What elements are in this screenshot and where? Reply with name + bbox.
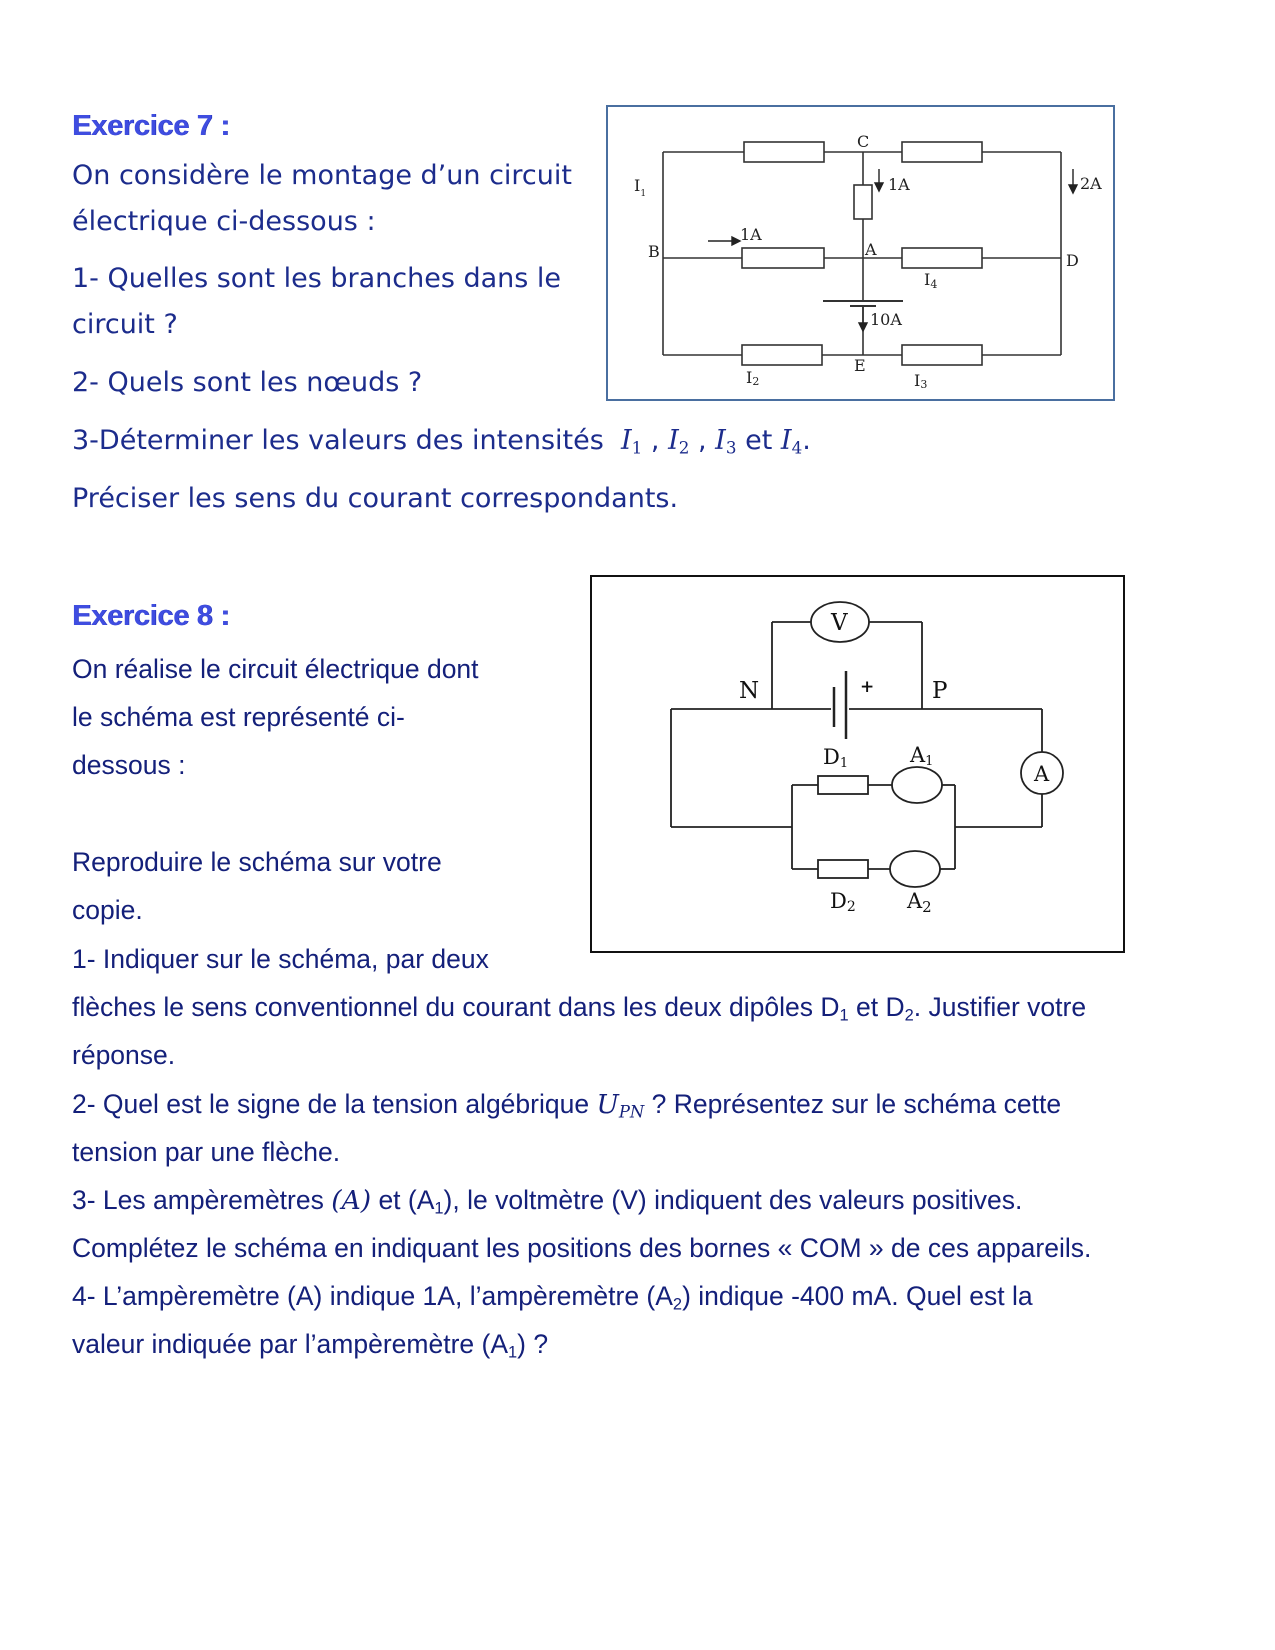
ex7-circuit-diagram xyxy=(606,105,1116,402)
node-e-label: E xyxy=(854,356,866,375)
ex8-line-5: copie. xyxy=(72,895,143,925)
current-i3-label: I3 xyxy=(914,371,928,391)
resistor-middle-left xyxy=(742,248,824,268)
current-1a-top-label: 1A xyxy=(888,175,910,194)
resistor-middle-right xyxy=(902,248,982,268)
ex8-line-6: 1- Indiquer sur le schéma, par deux xyxy=(72,944,489,974)
current-i4-label: I4 xyxy=(924,270,938,291)
dipole-d2 xyxy=(818,860,868,878)
node-c-label: C xyxy=(857,132,870,151)
resistor-bottom-left xyxy=(742,345,822,365)
a1-label: A1 xyxy=(910,743,934,769)
terminal-p-label: P xyxy=(932,678,948,704)
voltmeter-label: V xyxy=(831,610,848,636)
ex8-line-3: dessous : xyxy=(72,750,186,780)
i2-symbol: $I_2$ xyxy=(668,425,690,458)
ex7-question-2: 2- Quels sont les nœuds ? xyxy=(72,367,423,398)
ex8-line-13: 4- L’ampèremètre (A) indique 1A, l’ampèremètre $(A_2)$ indique -400 mA. Quel est la xyxy=(72,1281,1033,1314)
node-d-label: D xyxy=(1066,251,1079,270)
d1-label: D1 xyxy=(823,745,849,771)
battery-plus-label: + xyxy=(860,677,875,697)
ammeter-a1-symbol xyxy=(892,767,942,803)
ex8-line-12: Complétez le schéma en indiquant les positions des bornes « COM » de ces appareils. xyxy=(72,1233,1092,1263)
ex7-intro-line-1: On considère le montage d’un circuit xyxy=(72,160,572,191)
ex8-line-14: valeur indiquée par l’ampèremètre $(A_1)$ ? xyxy=(72,1329,549,1362)
resistor-top-right xyxy=(902,142,982,162)
dipole-d1 xyxy=(818,776,868,794)
ex8-line-9: 2- Quel est le signe de la tension algébrique UPN ? Représentez sur le schéma cette xyxy=(72,1089,1062,1122)
i3-symbol: $I_3$ xyxy=(715,425,737,458)
current-1a-left-label: 1A xyxy=(740,225,762,244)
ex8-circuit-diagram xyxy=(590,575,1126,954)
a2-label: A2 xyxy=(907,889,932,916)
ammeter-a2-symbol xyxy=(890,851,940,887)
current-10a-label: 10A xyxy=(870,310,902,329)
ex7-question-4: Préciser les sens du courant correspondants. xyxy=(72,483,679,514)
current-i2-label: I2 xyxy=(746,368,760,388)
d2-label: D2 xyxy=(830,889,856,915)
exercise-7-title: Exercice 7 : xyxy=(72,110,230,142)
current-2a-label: 2A xyxy=(1080,174,1102,193)
ex7-q3-text: 3-Déterminer les valeurs des intensités xyxy=(72,425,604,456)
terminal-n-label: N xyxy=(739,678,760,704)
node-b-label: B xyxy=(648,242,660,261)
ammeter-a-label: A xyxy=(1034,762,1050,786)
resistor-top-left xyxy=(744,142,824,162)
ex8-line-2: le schéma est représenté ci- xyxy=(72,702,405,732)
resistor-bottom-right xyxy=(902,345,982,365)
i4-symbol: $I_4$ xyxy=(780,425,803,458)
ex8-line-10: tension par une flèche. xyxy=(72,1137,341,1167)
node-a-label: A xyxy=(865,240,877,259)
ex8-line-7: flèches le sens conventionnel du courant dans les deux dipôles $D_1$ et $D_2$. Justifier votre xyxy=(72,992,1087,1025)
ex8-line-11: 3- Les ampèremètres (A) et $(A_1)$, le voltmètre (V) indiquent des valeurs positives. xyxy=(72,1185,1023,1218)
ex8-line-8: réponse. xyxy=(72,1040,176,1070)
ex7-question-3: 3-Déterminer les valeurs des intensités $I_1$ , $I_2$ , $I_3$ et $I_4$. xyxy=(72,425,811,458)
ex7-intro-line-2: électrique ci-dessous : xyxy=(72,206,376,237)
resistor-vertical xyxy=(854,185,872,219)
ex7-question-1b: circuit ? xyxy=(72,309,178,340)
exercise-8-title: Exercice 8 : xyxy=(72,600,230,632)
ex7-question-1a: 1- Quelles sont les branches dans le xyxy=(72,263,562,294)
ex8-line-4: Reproduire le schéma sur votre xyxy=(72,847,442,877)
upn-symbol: UPN xyxy=(596,1089,645,1122)
i1-symbol: $I_1$ xyxy=(620,425,643,458)
ex8-line-1: On réalise le circuit électrique dont xyxy=(72,654,479,684)
current-i1-label: $I_1$ xyxy=(634,176,647,199)
